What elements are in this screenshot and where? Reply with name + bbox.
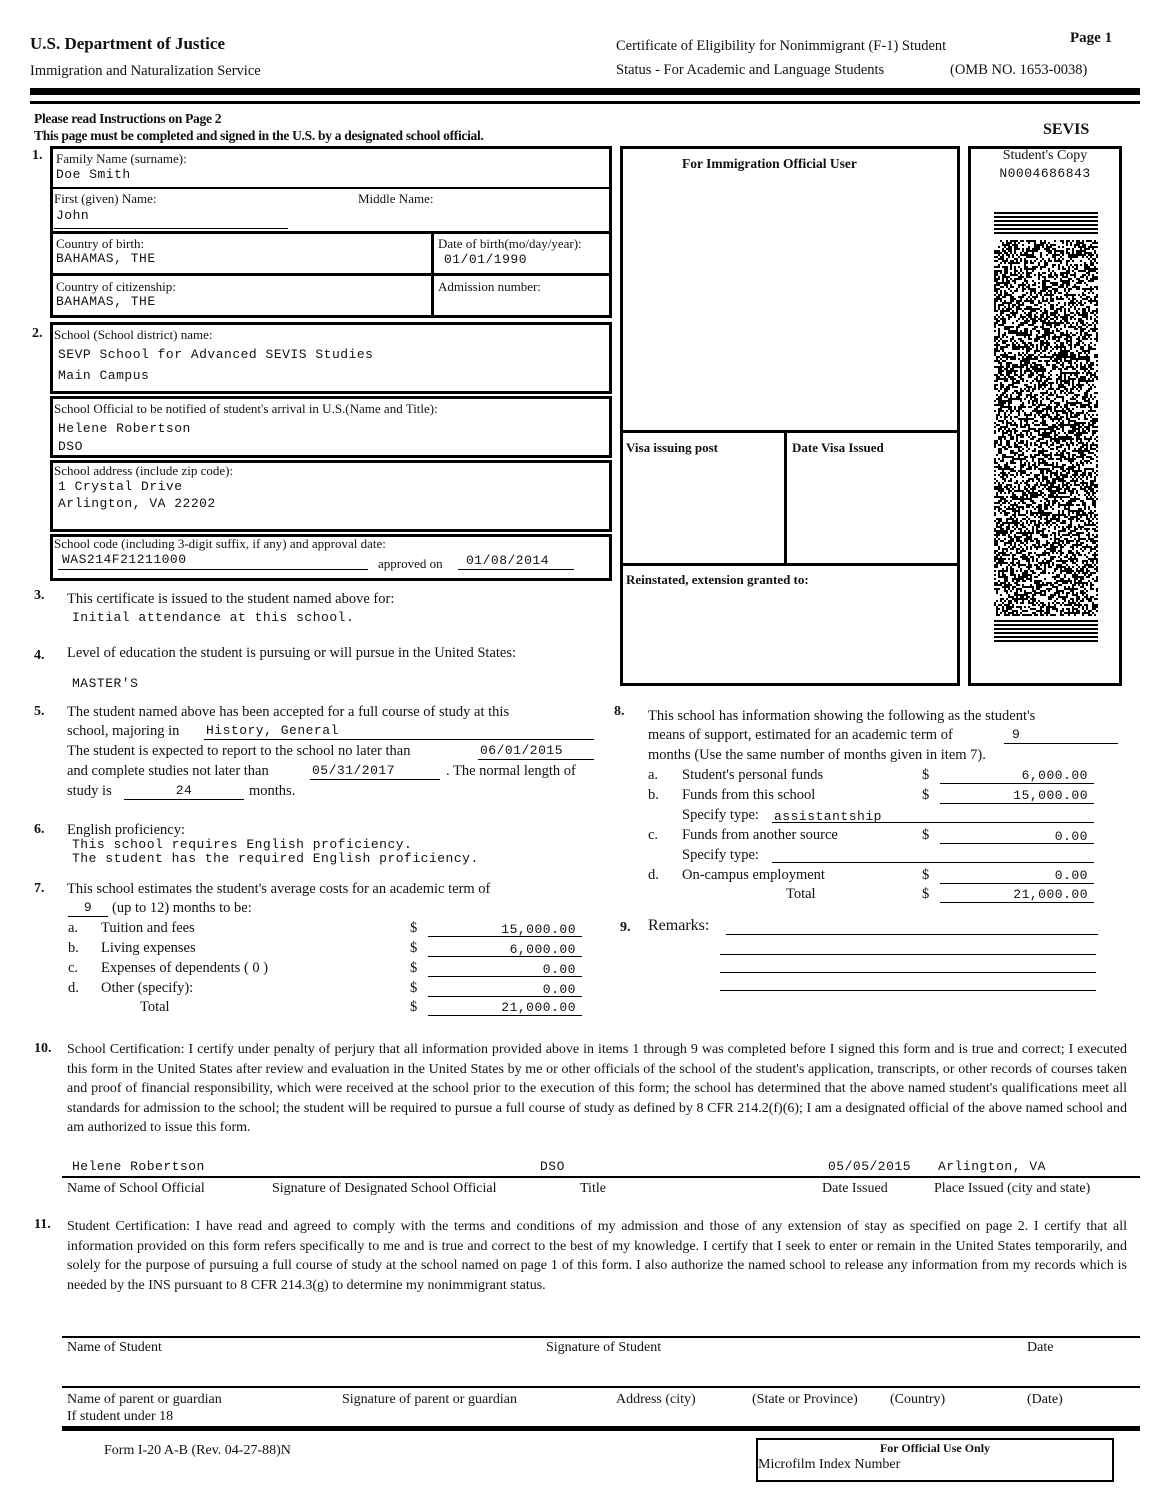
school-official-label: School Official to be notified of student's arrival in U.S.(Name and Title):: [54, 401, 438, 416]
school-certification-text: School Certification: I certify under penalty of perjury that all information provided above in items 1 through 9 was completed before I signed this form and is true and correct; I executed this form in the United States after review and evaluation in the United States by me or other officials of the school of the student's application, transcripts, or other records of courses taken and proof of financial responsibility, which were received at the school prior to the execution of this form; the school has determined that the above named student's qualifications meet all standards for admission to the school; the student will be required to pursue a full course of study as defined by 8 CFR 214.2(f)(6); I am a designated official of the above named school and am authorized to issue this form.: [67, 1042, 1127, 1135]
barcode-stripe: [994, 220, 1098, 222]
cost-row-label: Expenses of dependents ( 0 ): [101, 960, 269, 976]
item8-line2: means of support, estimated for an academic term of: [648, 727, 953, 743]
instructions-line2: This page must be completed and signed in the U.S. by a designated school official.: [34, 128, 484, 143]
underline: [772, 862, 1094, 863]
cost-row-currency: $: [410, 980, 418, 996]
underline: [940, 902, 1094, 903]
item8-d-letter: d.: [648, 867, 659, 883]
certifying-official-title[interactable]: DSO: [540, 1159, 565, 1174]
underline: [772, 822, 1094, 823]
school-code-value[interactable]: WAS214F21211000: [62, 552, 187, 567]
study-length-value[interactable]: 24: [175, 783, 193, 798]
report-date-value[interactable]: 06/01/2015: [480, 743, 564, 758]
immigration-official-box: [620, 146, 960, 686]
item8-b-letter: b.: [648, 787, 659, 803]
barcode-stripe: [994, 228, 1098, 230]
other-source-amount[interactable]: 0.00: [1054, 829, 1088, 844]
item6-value2[interactable]: The student has the required English proficiency.: [72, 851, 479, 866]
cost-row-label: Tuition and fees: [101, 920, 195, 936]
school-address-line2[interactable]: Arlington, VA 22202: [58, 496, 216, 511]
item6-value1[interactable]: This school requires English proficiency.: [72, 837, 413, 852]
item7-total-label: Total: [140, 999, 170, 1015]
cost-row-letter: b.: [68, 940, 79, 956]
underline: [428, 976, 582, 977]
item8-line3: months (Use the same number of months given in item 7).: [648, 747, 986, 763]
divider: [620, 430, 960, 433]
cost-row-currency: $: [410, 940, 418, 956]
item7-line1: This school estimates the student's average costs for an academic term of: [67, 881, 491, 897]
microfilm-label: Microfilm Index Number: [758, 1457, 901, 1472]
school-official-title[interactable]: DSO: [58, 439, 83, 454]
underline: [310, 779, 440, 780]
other-source-currency: $: [922, 827, 930, 843]
cost-row-amount[interactable]: 0.00: [542, 962, 576, 977]
divider: [431, 231, 434, 318]
item8-total-currency: $: [922, 886, 930, 902]
underline: [940, 883, 1094, 884]
remarks-line[interactable]: [720, 954, 1096, 955]
barcode-stripe: [994, 224, 1098, 226]
admission-number-label: Admission number:: [438, 279, 541, 294]
item5-line4b: . The normal length of: [446, 763, 576, 779]
school-official-name[interactable]: Helene Robertson: [58, 421, 191, 436]
item3-text: This certificate is issued to the student named above for:: [67, 591, 395, 607]
item8-line1: This school has information showing the following as the student's: [648, 708, 1036, 724]
cost-row-amount[interactable]: 15,000.00: [501, 922, 576, 937]
department-name: U.S. Department of Justice: [30, 34, 225, 53]
other-source-specify-label: Specify type:: [682, 847, 759, 863]
underline: [1004, 743, 1118, 744]
divider: [784, 430, 787, 565]
underline: [940, 783, 1094, 784]
cost-row-label: Other (specify):: [101, 980, 194, 996]
underline: [68, 916, 108, 917]
official-use-label: For Official Use Only: [879, 1441, 991, 1455]
personal-funds-currency: $: [922, 767, 930, 783]
item7-total-currency: $: [410, 999, 418, 1015]
item4-text: Level of education the student is pursuing or will pursue in the United States:: [67, 645, 517, 661]
under-18-label: If student under 18: [67, 1409, 174, 1424]
header-rule-thick: [30, 88, 1140, 95]
barcode-stripe: [994, 232, 1098, 234]
sevis-id-value: N0004686843: [999, 166, 1091, 181]
item7-total-amount[interactable]: 21,000.00: [501, 1000, 576, 1015]
barcode-stripe: [994, 212, 1098, 214]
country-label: (Country): [890, 1392, 946, 1407]
item5-line2: school, majoring in: [67, 723, 180, 739]
item4-value[interactable]: MASTER'S: [72, 676, 139, 691]
item8-number: 8.: [614, 704, 625, 719]
school-name-label: School (School district) name:: [54, 327, 213, 342]
personal-funds-label: Student's personal funds: [682, 767, 824, 783]
country-of-citizenship-label: Country of citizenship:: [56, 279, 176, 294]
school-address-line1[interactable]: 1 Crystal Drive: [58, 479, 183, 494]
underline: [428, 956, 582, 957]
item11-number: 11.: [34, 1217, 51, 1232]
barcode-icon: [994, 212, 1098, 644]
date-of-birth-label: Date of birth(mo/day/year):: [438, 236, 582, 251]
remarks-line[interactable]: [726, 934, 1098, 935]
school-funds-amount[interactable]: 15,000.00: [1013, 788, 1088, 803]
country-of-citizenship-value[interactable]: BAHAMAS, THE: [56, 294, 156, 309]
country-of-birth-label: Country of birth:: [56, 236, 145, 251]
school-name-line1[interactable]: SEVP School for Advanced SEVIS Studies: [58, 347, 374, 362]
underline: [124, 799, 244, 800]
item8-total-amount[interactable]: 21,000.00: [1013, 887, 1088, 902]
visa-issuing-post-label: Visa issuing post: [626, 440, 718, 455]
certificate-title-line2: Status - For Academic and Language Students: [616, 62, 885, 78]
on-campus-label: On-campus employment: [682, 867, 825, 883]
family-name-label: Family Name (surname):: [56, 151, 187, 166]
certificate-title-line1: Certificate of Eligibility for Nonimmigrant (F-1) Student: [616, 38, 947, 54]
item6-number: 6.: [34, 822, 45, 837]
address-city-label: Address (city): [616, 1392, 696, 1407]
divider: [50, 273, 612, 276]
school-funds-specify-value[interactable]: assistantship: [774, 809, 882, 824]
school-name-line2[interactable]: Main Campus: [58, 368, 150, 383]
cost-row-currency: $: [410, 960, 418, 976]
item5-line3: The student is expected to report to the school no later than: [67, 743, 411, 759]
underline: [54, 228, 288, 229]
date-issued-value[interactable]: 05/05/2015: [828, 1159, 912, 1174]
item10-number: 10.: [34, 1041, 52, 1056]
parent-signature-line[interactable]: [62, 1386, 1140, 1388]
item5-line4: and complete studies not later than: [67, 763, 269, 779]
item5-line1: The student named above has been accepted for a full course of study at this: [67, 704, 510, 720]
underline: [428, 936, 582, 937]
date-visa-issued-label: Date Visa Issued: [792, 440, 884, 455]
item3-value[interactable]: Initial attendance at this school.: [72, 610, 355, 625]
school-code-label: School code (including 3-digit suffix, if any) and approval date:: [54, 536, 386, 551]
school-funds-label: Funds from this school: [682, 787, 816, 803]
divider: [50, 187, 612, 189]
state-province-label: (State or Province): [752, 1392, 858, 1407]
place-issued-label: Place Issued (city and state): [934, 1181, 1091, 1196]
service-name: Immigration and Naturalization Service: [30, 63, 261, 79]
official-name-label: Name of School Official: [67, 1181, 205, 1196]
approved-on-label: approved on: [378, 556, 443, 571]
official-title-label: Title: [580, 1181, 606, 1196]
reinstated-label: Reinstated, extension granted to:: [626, 572, 809, 587]
student-date-label: Date: [1027, 1340, 1054, 1355]
on-campus-amount[interactable]: 0.00: [1054, 868, 1088, 883]
item1-number: 1.: [32, 148, 43, 163]
underline: [478, 759, 594, 760]
personal-funds-amount[interactable]: 6,000.00: [1021, 768, 1088, 783]
footer-rule: [62, 1426, 1140, 1431]
school-address-label: School address (include zip code):: [54, 463, 234, 478]
on-campus-currency: $: [922, 867, 930, 883]
instructions-line1: Please read Instructions on Page 2: [34, 111, 222, 126]
middle-name-label: Middle Name:: [358, 191, 434, 206]
divider: [62, 1176, 1140, 1178]
underline: [428, 996, 582, 997]
cost-row-label: Living expenses: [101, 940, 196, 956]
omb-number: (OMB NO. 1653-0038): [950, 62, 1088, 78]
header-rule-thin: [30, 101, 1140, 104]
item5-line5: study is: [67, 783, 112, 799]
student-certification-text: Student Certification: I have read and agreed to comply with the terms and conditions of my admission and those of any extension of stay as specified on page 2. I certify that all information provided on this form refers specifically to me and is true and correct to the best of my knowledge. I certify that I seek to enter or remain in the United States temporarily, and solely for the purpose of pursuing a full course of study at the school named on page 1 of this form. I also authorize the named school to release any information from my records which is needed by the INS pursuant to 8 CFR 214.3(g) to determine my nonimmigrant status.: [67, 1219, 1127, 1293]
underline: [940, 803, 1094, 804]
remarks-line[interactable]: [720, 990, 1096, 991]
parent-signature-label: Signature of parent or guardian: [342, 1392, 517, 1407]
student-copy-label: Student's Copy: [1002, 148, 1088, 163]
item2-number: 2.: [32, 326, 43, 341]
family-name-value[interactable]: Doe Smith: [56, 167, 131, 182]
student-signature-label: Signature of Student: [546, 1340, 662, 1355]
cost-row-currency: $: [410, 920, 418, 936]
item5-number: 5.: [34, 704, 45, 719]
sevis-label: SEVIS: [1043, 121, 1090, 138]
cost-row-letter: a.: [68, 920, 79, 936]
barcode-stripe: [994, 216, 1098, 218]
item9-number: 9.: [620, 920, 631, 935]
cost-row-amount[interactable]: 6,000.00: [509, 942, 576, 957]
first-name-value[interactable]: John: [56, 208, 90, 223]
complete-date-value[interactable]: 05/31/2017: [312, 763, 396, 778]
school-funds-currency: $: [922, 787, 930, 803]
student-name-label: Name of Student: [67, 1340, 162, 1355]
cost-row-letter: d.: [68, 980, 79, 996]
item3-number: 3.: [34, 588, 45, 603]
item7-months-value[interactable]: 9: [83, 900, 93, 915]
school-funds-specify-label: Specify type:: [682, 807, 759, 823]
item5-months: months.: [249, 783, 296, 799]
certifying-official-name[interactable]: Helene Robertson: [72, 1159, 205, 1174]
place-issued-value[interactable]: Arlington, VA: [938, 1159, 1046, 1174]
item8-a-letter: a.: [648, 767, 659, 783]
item8-total-label: Total: [786, 886, 816, 902]
underline: [940, 843, 1094, 844]
item4-number: 4.: [34, 648, 45, 663]
immigration-official-title: For Immigration Official User: [682, 156, 857, 171]
parent-name-label: Name of parent or guardian: [67, 1392, 222, 1407]
item7-number: 7.: [34, 881, 45, 896]
remarks-line[interactable]: [720, 972, 1096, 973]
remarks-label: Remarks:: [648, 917, 710, 934]
student-signature-line[interactable]: [62, 1336, 1140, 1338]
official-signature-label: Signature of Designated School Official: [272, 1181, 497, 1196]
first-name-label: First (given) Name:: [54, 191, 157, 206]
date-of-birth-value[interactable]: 01/01/1990: [444, 252, 528, 267]
item8-c-letter: c.: [648, 827, 659, 843]
underline: [58, 569, 368, 570]
page-number: Page 1: [1070, 30, 1113, 46]
divider: [50, 231, 612, 234]
underline: [204, 739, 594, 740]
underline: [458, 569, 574, 570]
other-source-label: Funds from another source: [682, 827, 838, 843]
item8-months-value[interactable]: 9: [1012, 727, 1021, 742]
divider: [620, 563, 960, 566]
underline: [428, 1015, 582, 1016]
approved-date-value[interactable]: 01/08/2014: [466, 553, 550, 568]
cost-row-amount[interactable]: 0.00: [542, 982, 576, 997]
cost-row-letter: c.: [68, 960, 79, 976]
major-value[interactable]: History, General: [206, 723, 339, 738]
parent-date-label: (Date): [1027, 1392, 1063, 1407]
form-number: Form I-20 A-B (Rev. 04-27-88)N: [104, 1443, 291, 1458]
country-of-birth-value[interactable]: BAHAMAS, THE: [56, 251, 156, 266]
date-issued-label: Date Issued: [822, 1181, 888, 1196]
item7-line2: (up to 12) months to be:: [112, 900, 252, 916]
item6-text: English proficiency:: [67, 822, 185, 838]
